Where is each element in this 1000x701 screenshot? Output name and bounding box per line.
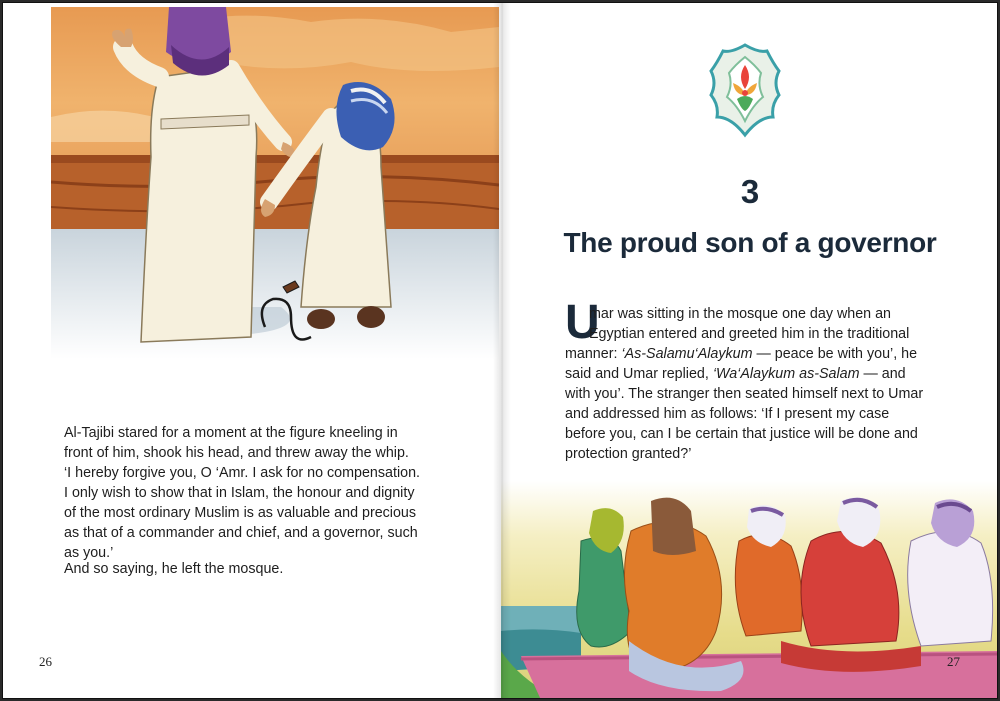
text-line-3-start: manner: [565,346,622,362]
page-number-right: 27 [947,654,960,669]
floral-ornament-icon [707,43,783,139]
book-spread [2,2,998,699]
drop-cap: U [565,296,600,349]
text-line-4-start: said and Umar replied, [565,366,713,382]
text-line-6: and addressed him as follows: ‘If I present my case [565,406,890,422]
kneeling-man-illustration [51,7,499,359]
text-line-4-end: — and [859,366,906,382]
text-line-7: before you, can I be certain that justice will be done and [565,426,918,442]
right-page [501,3,998,698]
left-page [3,3,501,698]
greeting-as-salamu: ‘As-Salamu‘Alaykum [621,346,753,362]
text-line-5: with you’. The stranger then seated himself next to Umar [565,386,924,402]
chapter-number: 3 [740,173,760,210]
left-paragraph-1 [64,423,484,563]
right-paragraph [565,304,985,464]
chapter-title: The proud son of a governor [563,227,937,258]
text-line-3-end: — peace be with you’, he [752,346,918,362]
left-paragraph-2 [64,559,484,579]
text-line-8: protection granted?’ [565,446,692,462]
left-paragraph-2-text: And so saying, he left the mosque. [64,561,284,577]
greeting-wa-alaykum: ‘Wa‘Alaykum as-Salam [712,366,860,382]
page-number-left: 26 [39,654,52,669]
left-paragraph-1-text: Al-Tajibi stared for a moment at the figure kneeling in front of him, shook his head, and threw away the whip. ‘I hereby forgive you, O ‘Amr. I ask for no compensation. I only wish to show that in Islam, the honour and dignity of the most ordinary Muslim is as valuable and precious as that of a commander and chief, and a governor, such as you.’ [64,425,420,561]
seated-men-illustration [501,481,997,699]
text-line-2: Egyptian entered and greeted him in the traditional [589,326,910,342]
text-line-4 [565,364,985,384]
text-line-1: mar was sitting in the mosque one day when an [589,306,891,322]
text-line-3 [565,344,985,364]
